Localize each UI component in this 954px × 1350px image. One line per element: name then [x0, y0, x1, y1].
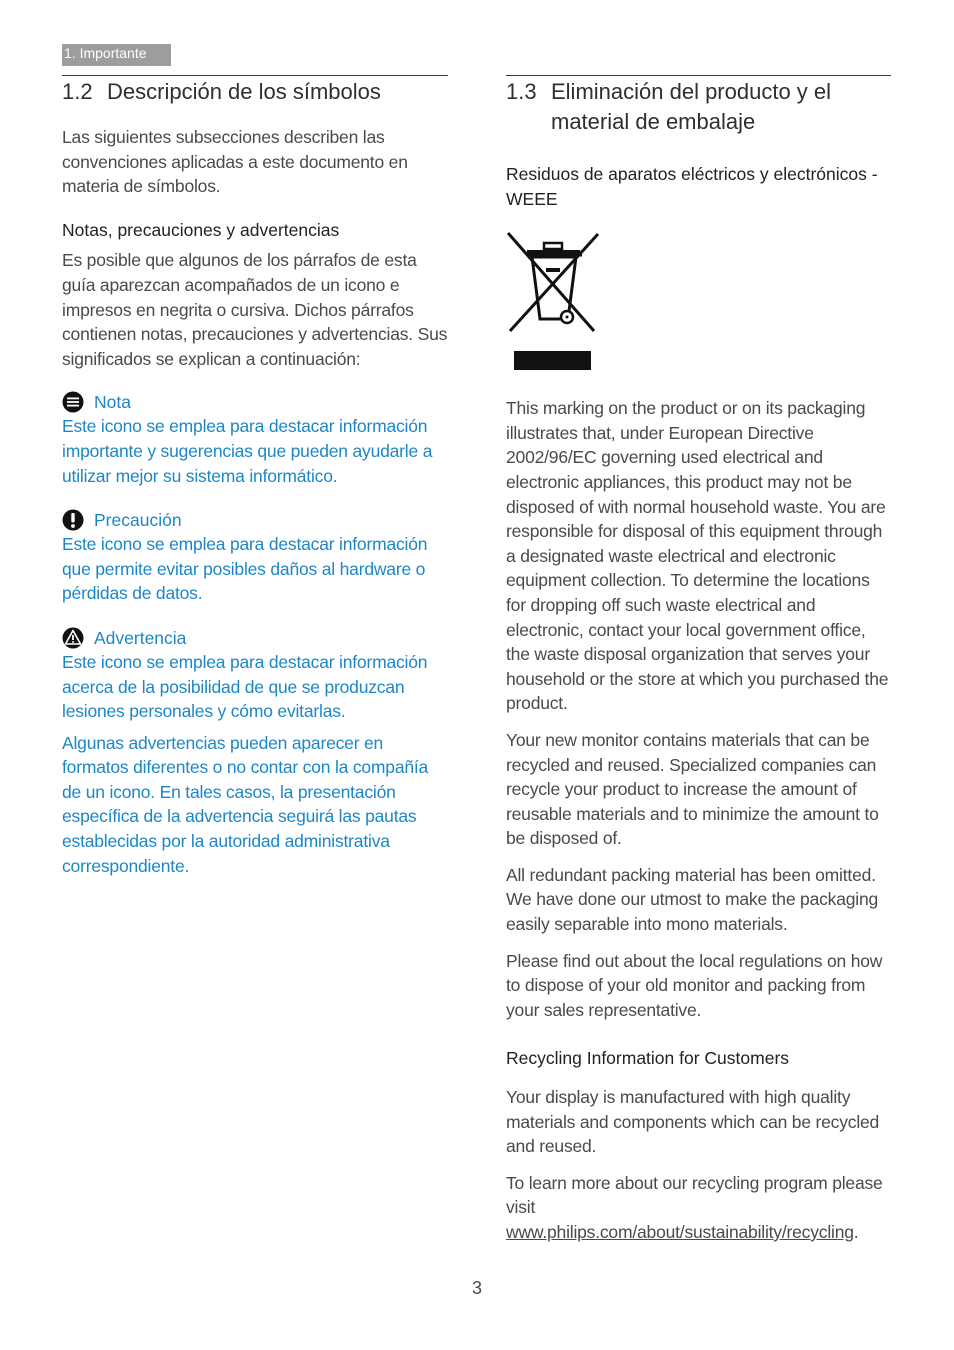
chapter-tab: 1. Importante: [62, 44, 171, 66]
weee-paragraph-1: This marking on the product or on its packaging illustrates that, under European Directive 2002/96/EC governing used electrical and electronic appliances, this product may not be disposed of with normal household waste. You are responsible for disposal of this equipment through a designated waste electrical and electronic equipment collection. To determine the locations for dropping off such waste electrical and electronic, contact your local government office, the waste disposal organization that serves your household or the store at which you purchased the product.: [506, 398, 889, 714]
precaucion-paragraph: Este icono se emplea para destacar información que permite evitar posibles daños al hardware o pérdidas de datos.: [62, 534, 428, 604]
advertencia-title-row: [62, 626, 448, 650]
section-heading-1-3: [506, 77, 891, 137]
section-number: 1.2: [62, 79, 93, 104]
recycling-suffix: .: [853, 1222, 859, 1242]
page-number: 3: [471, 1278, 482, 1298]
nota-title-row: [62, 390, 448, 414]
recycling-heading: Recycling Information for Customers: [506, 1048, 790, 1069]
recycling-prefix: To learn more about our recycling program please visit: [506, 1172, 883, 1218]
warning-icon: [62, 627, 84, 649]
weee-heading: Residuos de aparatos eléctricos y electrónicos - WEEE: [506, 164, 878, 209]
nota-label: Nota: [94, 392, 131, 413]
weee-crossed-bin-icon: [506, 231, 601, 374]
recycling-paragraph-1: Your display is manufactured with high quality materials and components which can be recycled and reused.: [506, 1087, 880, 1157]
recycling-link[interactable]: www.philips.com/about/sustainability/recycling: [506, 1222, 854, 1242]
weee-paragraph-3: All redundant packing material has been omitted. We have done our utmost to make the packaging easily separable into mono materials.: [506, 864, 879, 935]
nota-paragraph: Este icono se emplea para destacar información importante y sugerencias que pueden ayudarle a utilizar mejor su sistema informático.: [62, 416, 433, 486]
advertencia-paragraph: Este icono se emplea para destacar información acerca de la posibilidad de que se produzcan lesiones personales y cómo evitarlas.: [62, 651, 428, 722]
weee-paragraph-2: Your new monitor contains materials that can be recycled and reused. Specialized companies can recycle your product to increase the amount of reusable materials and to minimize the amount to be disposed of.: [506, 729, 879, 849]
notes-paragraph: Es posible que algunos de los párrafos de esta guía aparezcan acompañados de un icono e impresos en negrita o cursiva. Dichos párrafos contienen notas, precauciones y advertencias. Sus significados se explican a continuación:: [62, 250, 448, 369]
weee-paragraph-4: Please find out about the local regulations on how to dispose of your old monitor and packing from your sales representative.: [506, 950, 883, 1020]
left-column: [62, 75, 448, 878]
caution-icon: [62, 509, 84, 531]
recycling-paragraph-2: [506, 1171, 891, 1245]
section-divider: [62, 75, 448, 76]
notes-heading: Notas, precauciones y advertencias: [62, 219, 340, 240]
section-heading-1-2: [62, 77, 448, 107]
advertencia-label: Advertencia: [94, 627, 187, 648]
right-column: [506, 75, 891, 1245]
section-number: 1.3: [506, 79, 537, 104]
intro-paragraph: Las siguientes subsecciones describen las convenciones aplicadas a este documento en materia de símbolos.: [62, 127, 408, 197]
section-title: Eliminación del producto y el material de embalaje: [551, 79, 832, 134]
precaucion-title-row: [62, 508, 448, 532]
note-icon: [62, 391, 84, 413]
precaucion-label: Precaución: [94, 510, 182, 531]
advertencia-extra-paragraph: Algunas advertencias pueden aparecer en formatos diferentes o no contar con la compañía de un icono. En tales casos, la presentación específica de la advertencia seguirá las pautas establecidas por la autoridad administrativa correspondiente.: [62, 732, 429, 876]
section-divider: [506, 75, 891, 76]
section-title: Descripción de los símbolos: [107, 79, 381, 104]
